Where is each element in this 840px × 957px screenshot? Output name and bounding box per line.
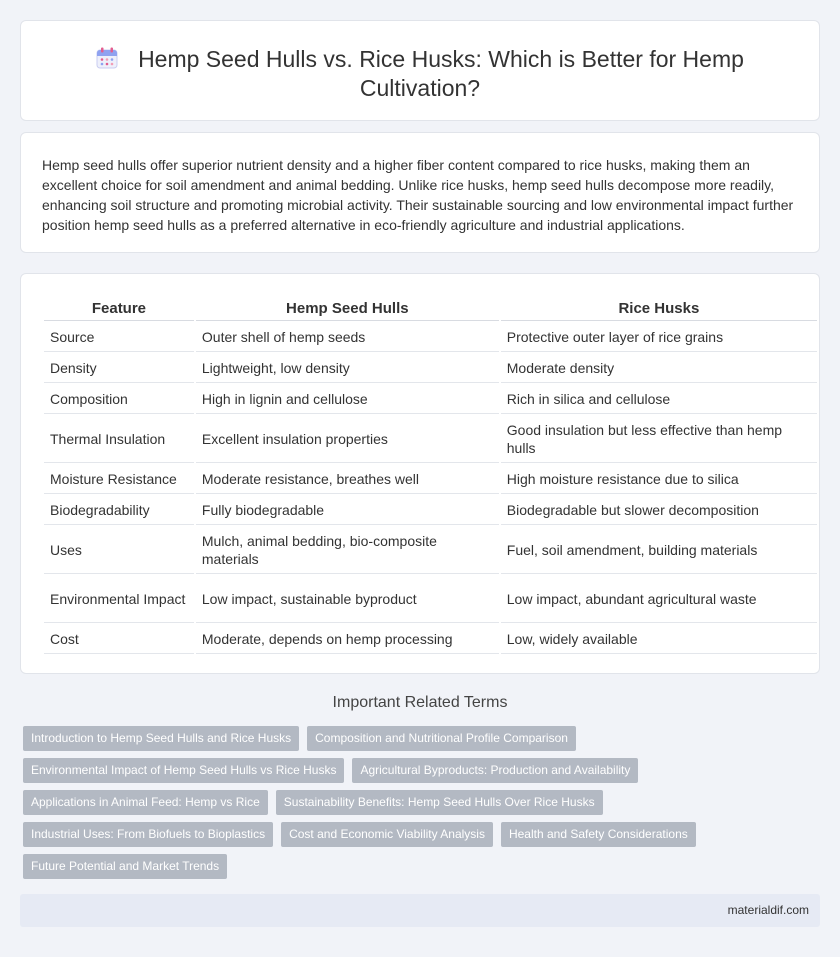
table-cell: Cost [44,625,194,654]
table-cell: Moderate, depends on hemp processing [196,625,499,654]
column-header-rice-husks: Rice Husks [501,298,817,321]
related-term-tag[interactable]: Cost and Economic Viability Analysis [281,822,493,847]
related-terms-list [23,726,723,886]
table-cell: Low impact, abundant agricultural waste [501,576,817,623]
related-term-tag[interactable]: Sustainability Benefits: Hemp Seed Hulls Over Rice Husks [276,790,603,815]
column-header-hemp-seed-hulls: Hemp Seed Hulls [196,298,499,321]
related-term-tag[interactable]: Composition and Nutritional Profile Comparison [307,726,576,751]
footer [20,894,820,927]
table-row [44,416,817,463]
related-term-tag[interactable]: Introduction to Hemp Seed Hulls and Rice Husks [23,726,299,751]
related-term-tag[interactable]: Future Potential and Market Trends [23,854,227,879]
calendar-icon [96,47,118,69]
table-cell: Fully biodegradable [196,496,499,525]
column-header-feature: Feature [44,298,194,321]
table-cell: Composition [44,385,194,414]
table-cell: Density [44,354,194,383]
table-cell: Protective outer layer of rice grains [501,323,817,352]
table-cell: Outer shell of hemp seeds [196,323,499,352]
table-row [44,576,817,623]
related-term-tag[interactable]: Industrial Uses: From Biofuels to Bioplastics [23,822,273,847]
table-cell: High in lignin and cellulose [196,385,499,414]
table-cell: Rich in silica and cellulose [501,385,817,414]
table-cell: Uses [44,527,194,574]
comparison-table-card [20,273,820,674]
related-term-tag[interactable]: Agricultural Byproducts: Production and Availability [352,758,638,783]
table-cell: Moisture Resistance [44,465,194,494]
table-cell: Moderate density [501,354,817,383]
table-cell: Moderate resistance, breathes well [196,465,499,494]
table-row [44,354,817,383]
page-title: Hemp Seed Hulls vs. Rice Husks: Which is Better for Hemp Cultivation? [138,46,744,101]
table-cell: Environmental Impact [44,576,194,623]
table-cell: Lightweight, low density [196,354,499,383]
table-row [44,323,817,352]
table-row [44,385,817,414]
table-cell: Biodegradable but slower decomposition [501,496,817,525]
footer-site-link[interactable]: materialdif.com [727,903,809,917]
table-row [44,465,817,494]
summary-card [20,132,820,253]
table-cell: Low impact, sustainable byproduct [196,576,499,623]
table-cell: Source [44,323,194,352]
table-cell: Good insulation but less effective than hemp hulls [501,416,817,463]
table-cell: High moisture resistance due to silica [501,465,817,494]
related-term-tag[interactable]: Health and Safety Considerations [501,822,696,847]
table-row [44,527,817,574]
summary-paragraph: Hemp seed hulls offer superior nutrient density and a higher fiber content compared to rice husks, making them an excellent choice for soil amendment and animal bedding. Unlike rice husks, hemp seed hulls decompose more readily, enhancing soil structure and promoting microbial activity. Their sustainable sourcing and low environmental impact further position hemp seed hulls as a preferred alternative in eco-friendly agriculture and industrial applications. [42,157,794,233]
title-card [20,20,820,121]
table-cell: Biodegradability [44,496,194,525]
table-cell: Thermal Insulation [44,416,194,463]
table-row [44,496,817,525]
related-term-tag[interactable]: Environmental Impact of Hemp Seed Hulls vs Rice Husks [23,758,344,783]
related-term-tag[interactable]: Applications in Animal Feed: Hemp vs Rice [23,790,268,815]
table-header-row [44,298,817,321]
table-cell: Low, widely available [501,625,817,654]
table-cell: Fuel, soil amendment, building materials [501,527,817,574]
related-terms-heading: Important Related Terms [332,694,508,711]
table-cell: Excellent insulation properties [196,416,499,463]
comparison-table [42,296,819,656]
table-row [44,625,817,654]
table-cell: Mulch, animal bedding, bio-composite materials [196,527,499,574]
page-title-row [21,45,819,103]
